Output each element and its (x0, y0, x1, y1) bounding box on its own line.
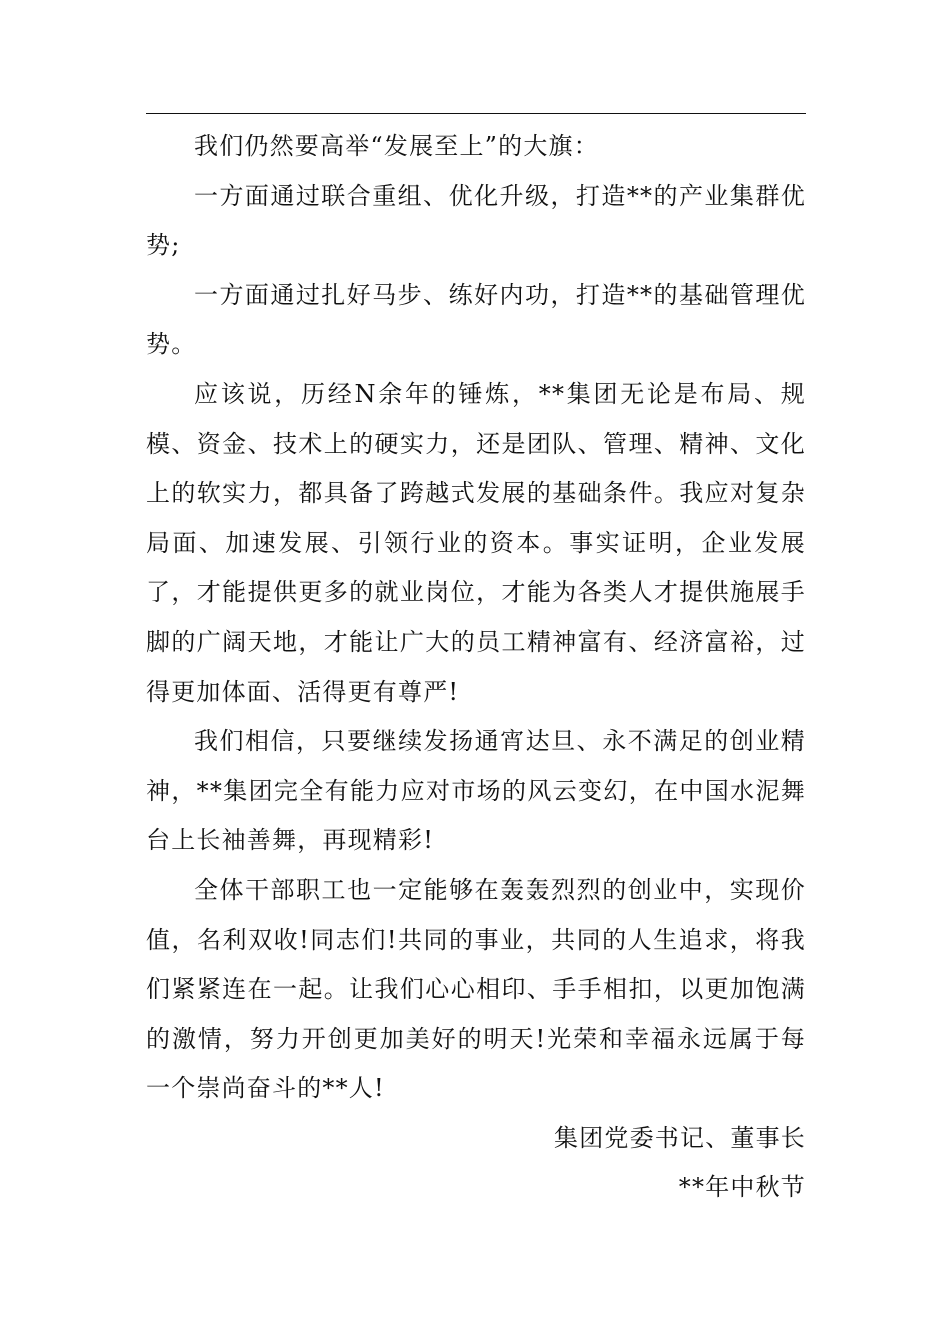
signature-title: 集团党委书记、董事长 (554, 1123, 806, 1152)
paragraph-6: 全体干部职工也一定能够在轰轰烈烈的创业中，实现价值，名利双收!同志们!共同的事业，共同的人生追求，将我们紧紧连在一起。让我们心心相印、手手相扣，以更加饱满的激情，努力开创更加美好的明天!光荣和幸福永远属于每一个崇尚奋斗的**人! (146, 875, 806, 1103)
document-body (146, 122, 806, 1213)
paragraph-5: 我们相信，只要继续发扬通宵达旦、永不满足的创业精神，**集团完全有能力应对市场的风云变幻，在中国水泥舞台上长袖善舞，再现精彩! (146, 727, 806, 855)
paragraph-4: 应该说，历经N余年的锤炼，**集团无论是布局、规模、资金、技术上的硬实力，还是团队、管理、精神、文化上的软实力，都具备了跨越式发展的基础条件。我应对复杂局面、加速发展、引领行业的资本。事实证明，企业发展了，才能提供更多的就业岗位，才能为各类人才提供施展手脚的广阔天地，才能让广大的员工精神富有、经济富裕，过得更加体面、活得更有尊严! (146, 379, 806, 706)
paragraph-2: 一方面通过联合重组、优化升级，打造**的产业集群优势; (146, 181, 806, 260)
document-page (146, 0, 806, 1344)
paragraph-3: 一方面通过扎好马步、练好内功，打造**的基础管理优势。 (146, 280, 806, 359)
paragraph-1: 我们仍然要高举“发展至上”的大旗： (194, 132, 599, 160)
signature-date: **年中秋节 (678, 1173, 806, 1202)
header-rule (146, 113, 806, 114)
